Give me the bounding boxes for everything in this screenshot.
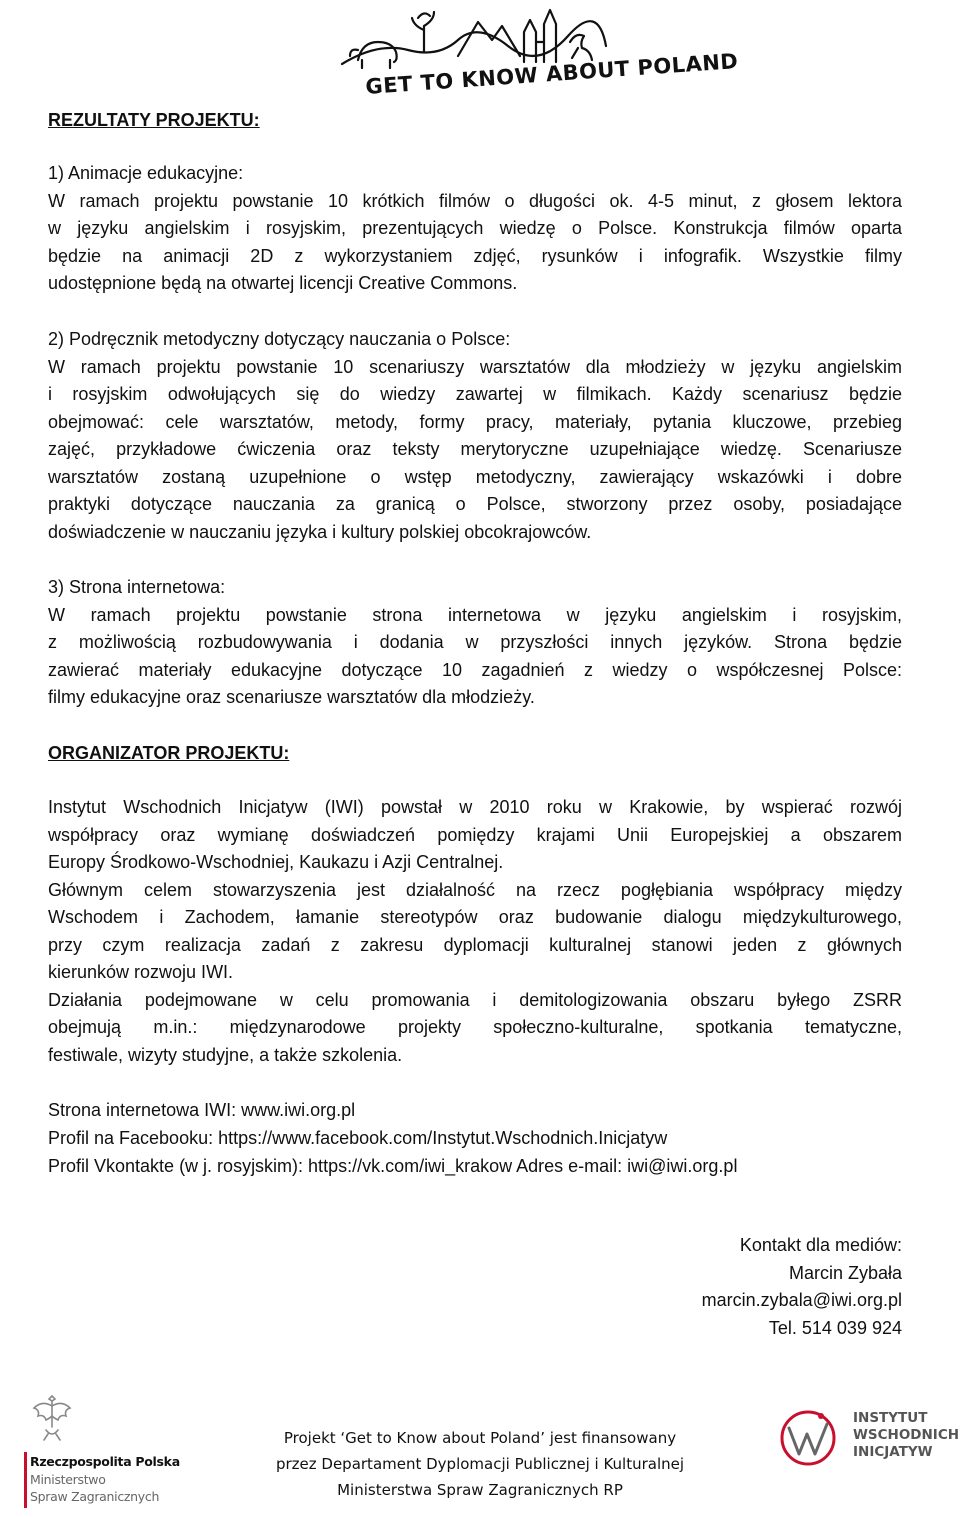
item3-title: 3) Strona internetowa: [48, 577, 226, 597]
iwi-mark-icon [775, 1398, 841, 1482]
iwi-line2: WSCHODNICH [853, 1427, 960, 1443]
item3-line: z możliwością rozbudowywania i dodania w przyszłości innych języków. Strona będzie [48, 632, 902, 652]
website-link[interactable]: Strona internetowa IWI: www.iwi.org.pl [48, 1100, 356, 1120]
item2-line: i rosyjskim odwołujących się do wiedzy zawartej w filmikach. Każdy scenariusz będzie [48, 384, 902, 404]
iwi-logo [775, 1398, 960, 1498]
item2-line: warsztatów zostaną uzupełnione o wstęp metodyczny, zawierający wskazówki i dobre [48, 466, 902, 487]
item2-line: praktyki dotyczące nauczania za granicą o Polsce, stworzony przez osoby, posiadające [48, 494, 902, 514]
item1-title: 1) Animacje edukacyjne: [48, 163, 244, 183]
organizer-line: Wschodem i Zachodem, łamanie stereotypów oraz budowanie dialogu międzykulturowego, [48, 907, 902, 927]
item2-line: obejmować: cele warsztatów, metody, formy pracy, materiały, pytania kluczowe, przebieg [48, 411, 902, 432]
iwi-name [853, 1410, 959, 1461]
ministry-line2: Ministerstwo [30, 1472, 106, 1487]
organizer-line: przy czym realizacja zadań z zakresu dyplomacji kulturalnej stanowi jeden z głównych [48, 934, 902, 955]
organizer-heading: ORGANIZATOR PROJEKTU: [48, 743, 290, 763]
svg-text:GET TO KNOW ABOUT POLAND: GET TO KNOW ABOUT POLAND [364, 48, 740, 99]
get-to-know-about-poland-logo [338, 2, 740, 102]
contact-links [48, 1096, 902, 1180]
media-contact-name: Marcin Zybała [788, 1262, 902, 1283]
funding-line1: Projekt ‘Get to Know about Poland’ jest finansowany [283, 1429, 677, 1447]
item1-line: W ramach projektu powstanie 10 krótkich filmów o długości ok. 4-5 minut, z głosem lektora [48, 190, 902, 211]
funding-line2: przez Departament Dyplomacji Publicznej i Kulturalnej [275, 1455, 685, 1473]
item3-line: W ramach projektu powstanie strona internetowa w języku angielskim i rosyjskim, [48, 604, 902, 625]
results-item-2 [48, 326, 902, 546]
item2-line: zajęć, przykładowe ćwiczenia oraz teksty merytoryczne uzupełniające wiedzę. Scenariusze [48, 439, 902, 459]
item3-line: filmy edukacyjne oraz scenariusze warsztatów dla młodzieży. [48, 687, 535, 707]
ministry-red-bar [24, 1452, 27, 1508]
organizer-line: Instytut Wschodnich Inicjatyw (IWI) powstał w 2010 roku w Krakowie, by wspierać rozwój [48, 797, 902, 817]
item1-line: udostępnione będą na otwartej licencji Creative Commons. [48, 273, 518, 293]
funding-line3: Ministerstwa Spraw Zagranicznych RP [337, 1481, 623, 1499]
item3-line: zawierać materiały edukacyjne dotyczące 10 zagadnień z wiedzy o współczesnej Polsce: [48, 659, 902, 680]
results-item-1 [48, 160, 902, 298]
organizer-line: kierunków rozwoju IWI. [48, 962, 234, 982]
media-contact [702, 1232, 902, 1342]
eagle-icon [30, 1390, 74, 1442]
item2-line: doświadczenie w nauczaniu języka i kultury polskiej obcokrajowców. [48, 521, 592, 542]
item2-line: W ramach projektu powstanie 10 scenariuszy warsztatów dla młodzieży w języku angielskim [48, 356, 902, 377]
ministry-line1: Rzeczpospolita Polska [30, 1454, 180, 1469]
item2-title: 2) Podręcznik metodyczny dotyczący nauczania o Polsce: [48, 329, 511, 349]
organizer-line: Europy Środkowo-Wschodniej, Kaukazu i Azji Centralnej. [48, 852, 504, 872]
organizer-paragraphs [48, 794, 902, 1069]
organizer-line: Działania podejmowane w celu promowania i demitologizowania obszaru byłego ZSRR [48, 989, 902, 1010]
item1-line: będzie na animacji 2D z wykorzystaniem zdjęć, rysunków i infografik. Wszystkie filmy [48, 245, 902, 266]
media-contact-email[interactable]: marcin.zybala@iwi.org.pl [701, 1290, 902, 1310]
ministry-line3: Spraw Zagranicznych [30, 1489, 160, 1504]
organizer-line: Głównym celem stowarzyszenia jest działalność na rzecz pogłębiania współpracy między [48, 879, 902, 900]
results-heading: REZULTATY PROJEKTU: [48, 110, 260, 130]
media-contact-phone: Tel. 514 039 924 [768, 1317, 902, 1338]
funding-note [200, 1425, 760, 1503]
organizer-line: współpracy oraz wymianę doświadczeń pomiędzy krajami Unii Europejskiej a obszarem [48, 824, 902, 845]
iwi-line1: INSTYTUT [853, 1410, 928, 1426]
vk-link[interactable]: Profil Vkontakte (w j. rosyjskim): https://vk.com/iwi_krakow Adres e-mail: iwi@iwi.org.pl [48, 1156, 738, 1176]
organizer-line: obejmują m.in.: międzynarodowe projekty społeczno-kulturalne, spotkania tematyczne, [48, 1017, 902, 1037]
media-contact-label: Kontakt dla mediów: [739, 1235, 902, 1255]
iwi-line3: INICJATYW [853, 1444, 933, 1460]
item1-line: w języku angielskim i rosyjskim, prezentujących wiedzę o Polsce. Konstrukcja filmów oparta [48, 218, 902, 238]
facebook-link[interactable]: Profil na Facebooku: https://www.facebook.com/Instytut.Wschodnich.Inicjatyw [48, 1128, 668, 1148]
ministry-logo [24, 1390, 180, 1515]
results-item-3 [48, 574, 902, 712]
organizer-line: festiwale, wizyty studyjne, a także szkolenia. [48, 1044, 403, 1065]
